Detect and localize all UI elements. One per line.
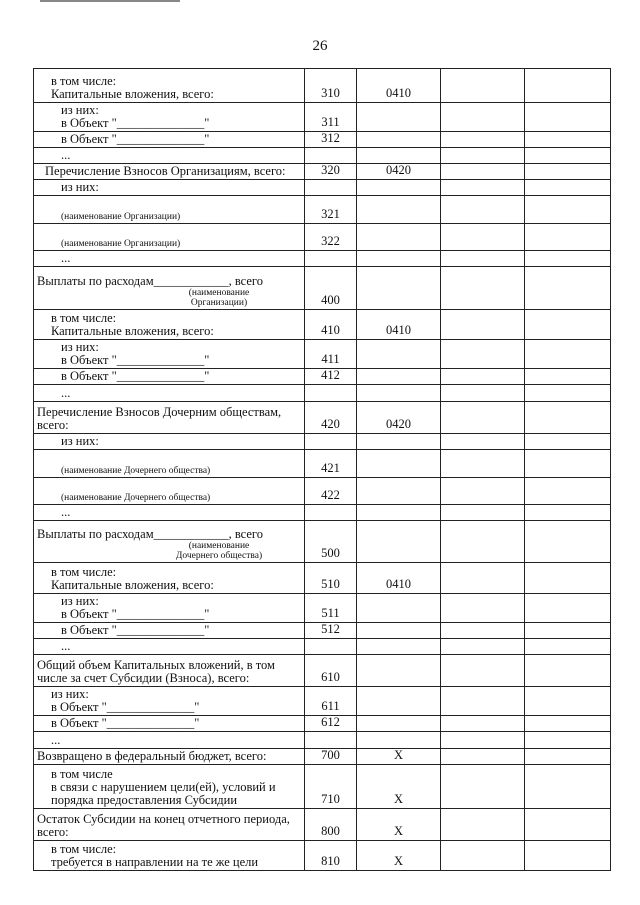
- row-label: [34, 310, 305, 340]
- row-label: [34, 369, 305, 385]
- row-kbk: [357, 340, 441, 369]
- row-code: 310: [305, 69, 357, 103]
- row-kbk: [357, 521, 441, 563]
- row-label: [34, 180, 305, 196]
- row-label: [34, 251, 305, 267]
- table-row: [34, 103, 611, 132]
- value-cell[interactable]: [525, 687, 611, 716]
- value-cell[interactable]: [441, 716, 525, 732]
- label-line: ...: [61, 505, 71, 519]
- label-line: Остаток Субсидии на конец отчетного периода,: [37, 812, 290, 826]
- value-cell[interactable]: [525, 180, 611, 196]
- row-code: 511: [305, 594, 357, 623]
- row-code: [305, 148, 357, 164]
- label-line: ...: [51, 733, 61, 747]
- row-kbk: [357, 132, 441, 148]
- value-cell[interactable]: [441, 180, 525, 196]
- label-line: в том числе:: [51, 74, 117, 88]
- row-label: [34, 655, 305, 687]
- row-label: [34, 716, 305, 732]
- value-cell[interactable]: [441, 132, 525, 148]
- label-line: Капитальные вложения, всего:: [51, 324, 214, 338]
- scan-artifact-line: [40, 0, 180, 2]
- row-code: 311: [305, 103, 357, 132]
- row-label: [34, 765, 305, 809]
- row-label: [34, 505, 305, 521]
- table-row: [34, 310, 611, 340]
- label-caption: Организации): [190, 298, 248, 308]
- report-table: [33, 68, 611, 871]
- row-kbk: [357, 385, 441, 402]
- row-label: [34, 732, 305, 749]
- value-cell[interactable]: [441, 655, 525, 687]
- value-cell[interactable]: [441, 450, 525, 478]
- label-line: в Объект "______________": [51, 716, 200, 730]
- table-row: [34, 164, 611, 180]
- label-line: из них:: [61, 340, 99, 354]
- value-cell[interactable]: [525, 310, 611, 340]
- value-cell[interactable]: [441, 340, 525, 369]
- row-kbk: [357, 623, 441, 639]
- table-row: [34, 809, 611, 841]
- row-code: [305, 251, 357, 267]
- value-cell[interactable]: [525, 196, 611, 224]
- row-code: 412: [305, 369, 357, 385]
- table-row: [34, 224, 611, 251]
- table-row: [34, 716, 611, 732]
- value-cell[interactable]: [525, 340, 611, 369]
- value-cell[interactable]: [525, 251, 611, 267]
- row-code: 611: [305, 687, 357, 716]
- label-line: в том числе: [51, 767, 113, 781]
- row-label: [34, 478, 305, 505]
- label-caption: Дочернего общества): [175, 551, 263, 561]
- row-label: [34, 809, 305, 841]
- row-code: [305, 434, 357, 450]
- row-kbk: X: [357, 749, 441, 765]
- table-row: [34, 251, 611, 267]
- value-cell[interactable]: [525, 521, 611, 563]
- row-label: [34, 749, 305, 765]
- row-label: [34, 687, 305, 716]
- value-cell[interactable]: [525, 765, 611, 809]
- label-line: Перечисление Взносов Организациям, всего:: [45, 164, 286, 178]
- value-cell[interactable]: [525, 841, 611, 871]
- label-line: из них:: [61, 434, 99, 448]
- row-kbk: X: [357, 841, 441, 871]
- label-line: в том числе:: [51, 842, 117, 856]
- row-code: [305, 639, 357, 655]
- label-line: Перечисление Взносов Дочерним обществам,: [37, 405, 282, 419]
- row-kbk: [357, 687, 441, 716]
- row-kbk: 0420: [357, 164, 441, 180]
- row-code: 312: [305, 132, 357, 148]
- value-cell[interactable]: [441, 732, 525, 749]
- row-label: [34, 563, 305, 594]
- row-kbk: [357, 224, 441, 251]
- table-row: [34, 385, 611, 402]
- value-cell[interactable]: [525, 623, 611, 639]
- table-row: [34, 639, 611, 655]
- label-line: в Объект "______________": [61, 353, 210, 367]
- row-kbk: [357, 180, 441, 196]
- label-line: в Объект "______________": [51, 700, 200, 714]
- row-code: 710: [305, 765, 357, 809]
- label-line: в том числе:: [51, 311, 117, 325]
- row-kbk: [357, 478, 441, 505]
- row-label: [34, 385, 305, 402]
- row-code: [305, 505, 357, 521]
- value-cell[interactable]: [525, 267, 611, 310]
- label-line: (наименование Дочернего общества): [61, 466, 211, 476]
- row-code: 320: [305, 164, 357, 180]
- label-line: Выплаты по расходам____________, всего: [37, 274, 263, 288]
- row-code: 410: [305, 310, 357, 340]
- value-cell[interactable]: [441, 765, 525, 809]
- row-label: [34, 267, 305, 310]
- table-row: [34, 402, 611, 434]
- value-cell[interactable]: [525, 402, 611, 434]
- row-label: [34, 103, 305, 132]
- row-kbk: [357, 594, 441, 623]
- row-code: [305, 732, 357, 749]
- row-label: [34, 594, 305, 623]
- value-cell[interactable]: [525, 103, 611, 132]
- label-line: в Объект "______________": [61, 116, 210, 130]
- row-label: [34, 434, 305, 450]
- value-cell[interactable]: [441, 369, 525, 385]
- value-cell[interactable]: [525, 478, 611, 505]
- row-code: 500: [305, 521, 357, 563]
- row-label: [34, 132, 305, 148]
- row-code: 422: [305, 478, 357, 505]
- row-code: 322: [305, 224, 357, 251]
- value-cell[interactable]: [525, 563, 611, 594]
- table-row: [34, 521, 611, 563]
- value-cell[interactable]: [441, 594, 525, 623]
- table-row: [34, 732, 611, 749]
- value-cell[interactable]: [525, 716, 611, 732]
- row-kbk: [357, 148, 441, 164]
- label-line: всего:: [37, 418, 69, 432]
- value-cell[interactable]: [441, 434, 525, 450]
- value-cell[interactable]: [525, 732, 611, 749]
- value-cell[interactable]: [441, 521, 525, 563]
- row-label: [34, 164, 305, 180]
- row-kbk: [357, 103, 441, 132]
- row-label: [34, 224, 305, 251]
- value-cell[interactable]: [525, 148, 611, 164]
- value-cell[interactable]: [441, 267, 525, 310]
- table-row: [34, 69, 611, 103]
- label-line: в Объект "______________": [61, 132, 210, 146]
- row-kbk: [357, 505, 441, 521]
- value-cell[interactable]: [525, 594, 611, 623]
- label-line: Общий объем Капитальных вложений, в том: [37, 658, 275, 672]
- value-cell[interactable]: [441, 224, 525, 251]
- value-cell[interactable]: [525, 505, 611, 521]
- value-cell[interactable]: [441, 196, 525, 224]
- value-cell[interactable]: [441, 251, 525, 267]
- row-kbk: [357, 732, 441, 749]
- label-line: в Объект "______________": [61, 623, 210, 637]
- row-code: 420: [305, 402, 357, 434]
- row-kbk: [357, 369, 441, 385]
- value-cell[interactable]: [525, 450, 611, 478]
- row-kbk: [357, 251, 441, 267]
- row-kbk: [357, 450, 441, 478]
- table-row: [34, 148, 611, 164]
- table-row: [34, 765, 611, 809]
- value-cell[interactable]: [525, 69, 611, 103]
- row-kbk: 0420: [357, 402, 441, 434]
- label-line: из них:: [61, 103, 99, 117]
- row-label: [34, 148, 305, 164]
- table-row: [34, 369, 611, 385]
- row-kbk: [357, 655, 441, 687]
- label-line: ...: [61, 148, 71, 162]
- table-row: [34, 623, 611, 639]
- row-label: [34, 402, 305, 434]
- value-cell[interactable]: [441, 505, 525, 521]
- label-line: Возвращено в федеральный бюджет, всего:: [37, 749, 267, 763]
- row-code: 512: [305, 623, 357, 639]
- row-code: 411: [305, 340, 357, 369]
- page-number: 26: [312, 38, 328, 54]
- table-row: [34, 687, 611, 716]
- row-code: 800: [305, 809, 357, 841]
- row-code: 510: [305, 563, 357, 594]
- row-code: 321: [305, 196, 357, 224]
- row-code: [305, 180, 357, 196]
- table-row: [34, 563, 611, 594]
- row-label: [34, 521, 305, 563]
- row-label: [34, 623, 305, 639]
- table-row: [34, 132, 611, 148]
- table-row: [34, 749, 611, 765]
- row-label: [34, 340, 305, 369]
- value-cell[interactable]: [441, 385, 525, 402]
- row-code: 610: [305, 655, 357, 687]
- label-caption: (наименование: [188, 541, 250, 551]
- label-line: Капитальные вложения, всего:: [51, 87, 214, 101]
- table-row: [34, 180, 611, 196]
- value-cell[interactable]: [525, 655, 611, 687]
- table-row: [34, 478, 611, 505]
- label-line: ...: [61, 251, 71, 265]
- value-cell[interactable]: [441, 402, 525, 434]
- row-kbk: X: [357, 809, 441, 841]
- label-line: (наименование Дочернего общества): [61, 493, 211, 503]
- value-cell[interactable]: [441, 809, 525, 841]
- label-line: в Объект "______________": [61, 607, 210, 621]
- row-code: 400: [305, 267, 357, 310]
- table-row: [34, 434, 611, 450]
- label-line: из них:: [61, 180, 99, 194]
- value-cell[interactable]: [441, 478, 525, 505]
- label-line: (наименование Организации): [61, 212, 181, 222]
- row-code: 810: [305, 841, 357, 871]
- label-line: ...: [61, 386, 71, 400]
- value-cell[interactable]: [441, 749, 525, 765]
- value-cell[interactable]: [441, 639, 525, 655]
- value-cell[interactable]: [525, 749, 611, 765]
- table-row: [34, 267, 611, 310]
- row-code: [305, 385, 357, 402]
- table-row: [34, 505, 611, 521]
- row-kbk: 0410: [357, 69, 441, 103]
- row-label: [34, 841, 305, 871]
- table-row: [34, 841, 611, 871]
- row-label: [34, 450, 305, 478]
- value-cell[interactable]: [441, 164, 525, 180]
- label-line: порядка предоставления Субсидии: [51, 793, 238, 807]
- label-line: числе за счет Субсидии (Взноса), всего:: [37, 671, 250, 685]
- value-cell[interactable]: [441, 687, 525, 716]
- table-row: [34, 196, 611, 224]
- row-kbk: [357, 434, 441, 450]
- row-label: [34, 196, 305, 224]
- table-row: [34, 655, 611, 687]
- value-cell[interactable]: [525, 639, 611, 655]
- table-row: [34, 594, 611, 623]
- value-cell[interactable]: [525, 164, 611, 180]
- value-cell[interactable]: [525, 385, 611, 402]
- value-cell[interactable]: [441, 310, 525, 340]
- row-code: 700: [305, 749, 357, 765]
- value-cell[interactable]: [525, 132, 611, 148]
- value-cell[interactable]: [441, 148, 525, 164]
- table-row: [34, 340, 611, 369]
- label-line: в Объект "______________": [61, 369, 210, 383]
- value-cell[interactable]: [441, 69, 525, 103]
- label-line: всего:: [37, 825, 69, 839]
- row-kbk: X: [357, 765, 441, 809]
- value-cell[interactable]: [525, 809, 611, 841]
- label-line: ...: [61, 639, 71, 653]
- value-cell[interactable]: [441, 103, 525, 132]
- row-kbk: [357, 267, 441, 310]
- value-cell[interactable]: [525, 224, 611, 251]
- row-kbk: [357, 639, 441, 655]
- label-line: требуется в направлении на те же цели: [51, 855, 259, 869]
- row-kbk: 0410: [357, 310, 441, 340]
- row-kbk: [357, 716, 441, 732]
- label-line: Выплаты по расходам____________, всего: [37, 527, 263, 541]
- label-line: из них:: [51, 687, 89, 701]
- label-line: Капитальные вложения, всего:: [51, 578, 214, 592]
- value-cell[interactable]: [525, 434, 611, 450]
- label-line: (наименование Организации): [61, 239, 181, 249]
- row-label: [34, 69, 305, 103]
- row-kbk: 0410: [357, 563, 441, 594]
- label-line: в том числе:: [51, 565, 117, 579]
- row-kbk: [357, 196, 441, 224]
- row-code: 421: [305, 450, 357, 478]
- value-cell[interactable]: [441, 623, 525, 639]
- value-cell[interactable]: [525, 369, 611, 385]
- value-cell[interactable]: [441, 563, 525, 594]
- table-row: [34, 450, 611, 478]
- label-line: из них:: [61, 594, 99, 608]
- label-line: в связи с нарушением цели(ей), условий и: [51, 780, 276, 794]
- row-label: [34, 639, 305, 655]
- row-code: 612: [305, 716, 357, 732]
- label-caption: (наименование: [188, 288, 250, 298]
- value-cell[interactable]: [441, 841, 525, 871]
